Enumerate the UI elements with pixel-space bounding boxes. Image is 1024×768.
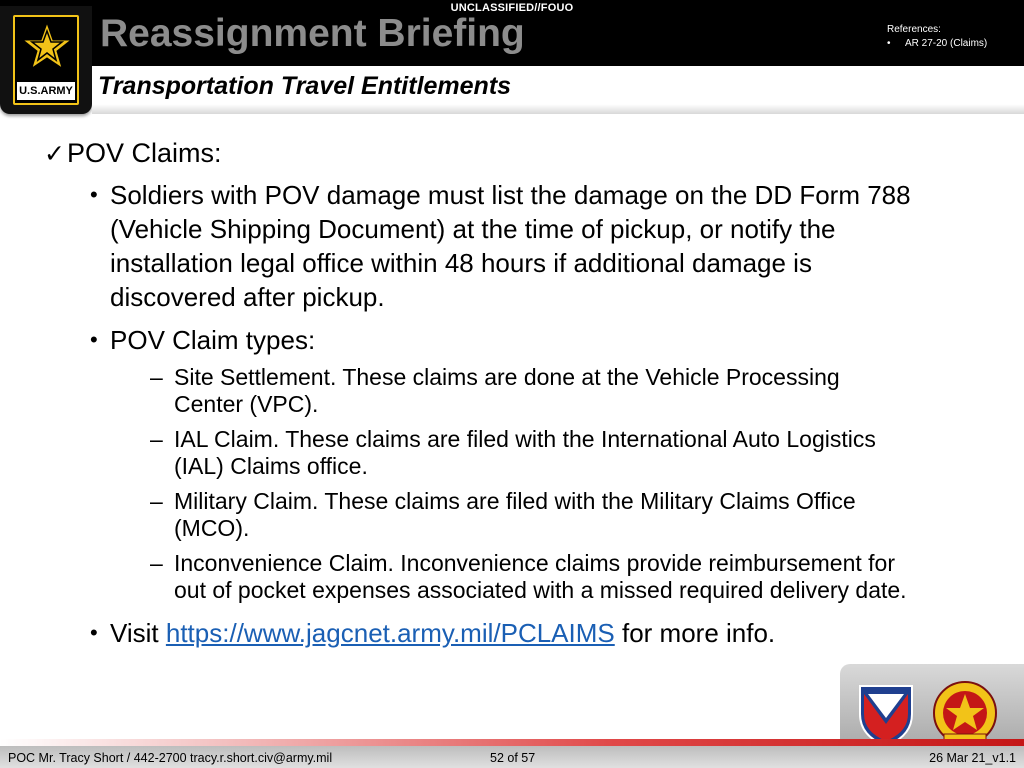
bullet-pov-damage [90,178,1010,314]
footer-page-number: 52 of 57 [490,751,536,765]
dash-icon: – [150,364,163,390]
bullet-visit [90,616,1010,650]
claim-line: Center (VPC). [174,391,319,417]
bullet-claim-types [90,323,1010,357]
heading-pov-claims [44,138,221,169]
accent-red-line [0,739,1024,746]
heading-text: POV Claims: [66,138,222,168]
visit-prefix: Visit [110,618,166,648]
references-box [887,23,987,51]
visit-suffix: for more info. [614,618,776,648]
footer-date-version: 26 Mar 21_v1.1 [929,751,1016,765]
bullet-icon: • [887,38,891,49]
bullet-line: (Vehicle Shipping Document) at the time of pickup, or notify the [110,214,836,244]
references-label: References: [887,24,941,35]
bullet-text [110,616,775,650]
footer-poc: POC Mr. Tracy Short / 442-2700 tracy.r.short.civ@army.mil [8,751,333,765]
reference-text: AR 27-20 (Claims) [905,38,988,49]
bullet-icon: • [90,327,98,352]
sustainment-emblem-icon [930,680,1000,746]
bullet-icon: • [90,182,98,207]
slide-title: Reassignment Briefing [100,12,525,55]
claim-line: Military Claim. These claims are filed with the Military Claims Office [174,488,856,514]
dash-icon: – [150,426,163,452]
bullet-line: Soldiers with POV damage must list the damage on the DD Form 788 [110,180,911,210]
army-star-icon [20,21,74,71]
army-logo-frame [13,15,79,105]
dash-icon: – [150,488,163,514]
checkmark-icon: ✓ [44,140,65,168]
dash-icon: – [150,550,163,576]
claim-line: (MCO). [174,515,250,541]
claim-type-ial [150,426,1010,480]
slide-footer [0,746,1024,768]
classification-banner: UNCLASSIFIED//FOUO [450,2,574,14]
claim-line: Site Settlement. These claims are done at the Vehicle Processing [174,364,840,390]
reference-item [887,37,987,51]
claim-line: IAL Claim. These claims are filed with the International Auto Logistics [174,426,876,452]
claim-type-inconvenience [150,550,1010,604]
slide-subtitle: Transportation Travel Entitlements [98,72,512,100]
claim-type-military [150,488,1010,542]
bullet-text: POV Claim types: [110,325,316,355]
bullet-icon: • [90,620,98,645]
slide-header [0,0,1024,66]
bullet-line: installation legal office within 48 hours if additional damage is [110,248,812,278]
claim-line: out of pocket expenses associated with a missed required delivery date. [174,577,907,603]
army-logo [0,6,92,114]
claim-line: Inconvenience Claim. Inconvenience claims provide reimbursement for [174,550,896,576]
army-logo-wordmark: U.S.ARMY [17,82,75,100]
pclaims-link[interactable]: https://www.jagcnet.army.mil/PCLAIMS [165,618,615,648]
claim-type-site-settlement [150,364,1010,418]
bullet-line: discovered after pickup. [110,282,385,312]
bullet-text [110,178,911,314]
claim-line: (IAL) Claims office. [174,453,368,479]
